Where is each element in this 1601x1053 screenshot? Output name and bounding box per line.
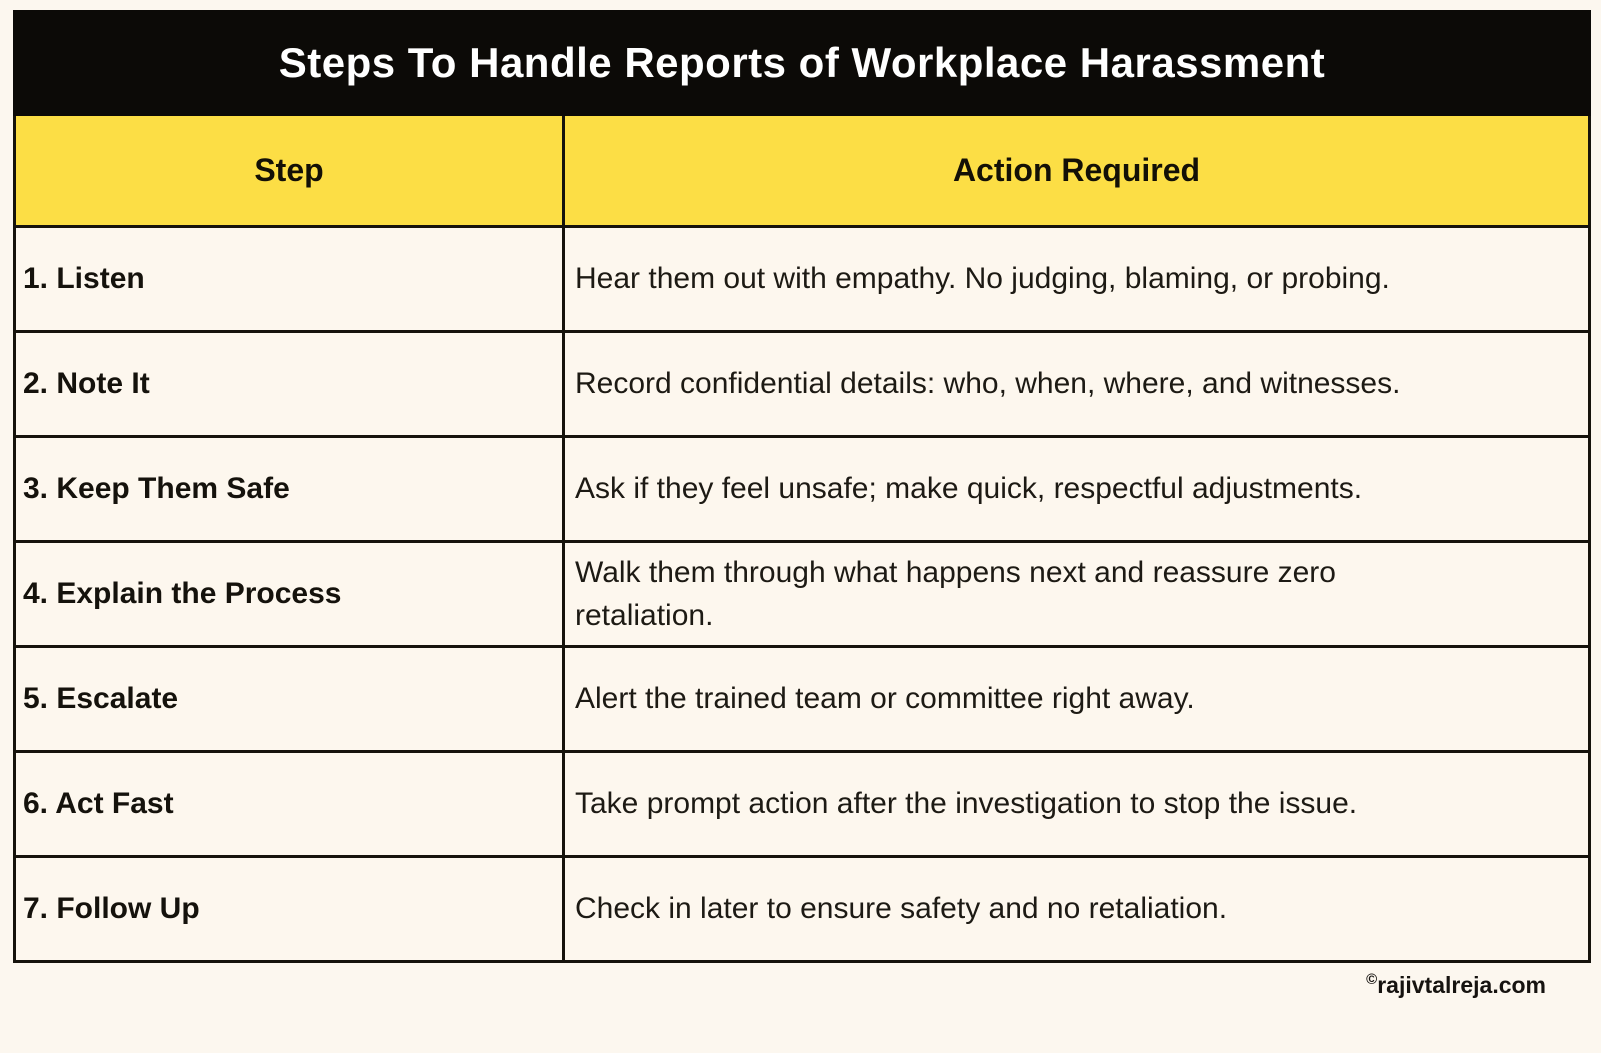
table-row-7-step <box>16 855 565 960</box>
step-label: 1. Listen <box>23 262 145 295</box>
step-label: 7. Follow Up <box>23 892 200 925</box>
copyright-icon: © <box>1366 971 1378 988</box>
title-bar <box>13 10 1591 116</box>
action-text: Alert the trained team or committee right away. <box>575 682 1195 716</box>
step-label: 2. Note It <box>23 367 150 400</box>
watermark <box>1366 972 1546 999</box>
table-row-2-step <box>16 330 565 435</box>
action-text: Hear them out with empathy. No judging, blaming, or probing. <box>575 262 1390 296</box>
step-label: 3. Keep Them Safe <box>23 472 290 505</box>
table-row-1-action <box>565 225 1588 330</box>
column-header-action <box>565 116 1588 225</box>
harassment-steps-infographic <box>13 10 1591 963</box>
table-row-1-step <box>16 225 565 330</box>
action-text: Record confidential details: who, when, where, and witnesses. <box>575 367 1401 401</box>
column-header-step-label: Step <box>254 152 324 188</box>
steps-table <box>13 116 1591 963</box>
step-label: 5. Escalate <box>23 682 179 715</box>
action-text: Take prompt action after the investigation to stop the issue. <box>575 787 1358 821</box>
page-title: Steps To Handle Reports of Workplace Harassment <box>278 39 1326 86</box>
table-row-2-action <box>565 330 1588 435</box>
table-row-6-step <box>16 750 565 855</box>
action-text: Ask if they feel unsafe; make quick, respectful adjustments. <box>575 472 1363 506</box>
watermark-text: rajivtalreja.com <box>1377 972 1546 998</box>
table-row-5-step <box>16 645 565 750</box>
table-row-7-action <box>565 855 1588 960</box>
table-row-3-step <box>16 435 565 540</box>
step-label: 4. Explain the Process <box>23 577 342 610</box>
table-row-3-action <box>565 435 1588 540</box>
table-row-6-action <box>565 750 1588 855</box>
table-row-4-step <box>16 540 565 645</box>
column-header-step <box>16 116 565 225</box>
step-label: 6. Act Fast <box>23 787 174 820</box>
table-row-5-action <box>565 645 1588 750</box>
action-text: Check in later to ensure safety and no retaliation. <box>575 892 1228 926</box>
table-row-4-action <box>565 540 1588 645</box>
column-header-action-label: Action Required <box>952 152 1201 188</box>
action-text: Walk them through what happens next and reassure zero retaliation. <box>575 555 1336 632</box>
